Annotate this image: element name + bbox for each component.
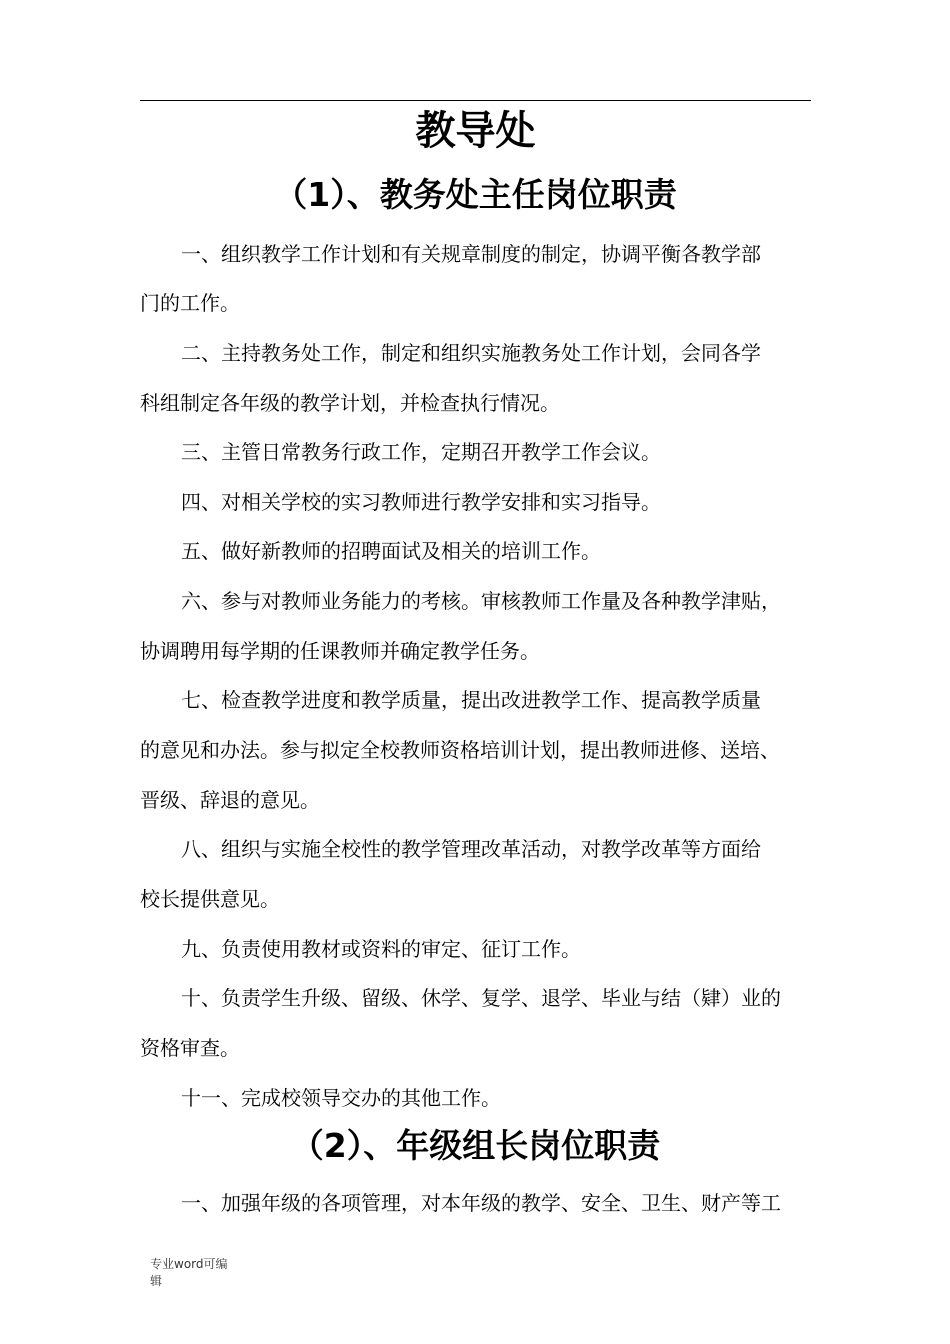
- footer-text: 专业word可编: [150, 1257, 228, 1271]
- paragraph-line: 四、对相关学校的实习教师进行教学安排和实习指导。: [181, 490, 661, 514]
- top-rule: [140, 100, 811, 101]
- paragraph-line: 十一、完成校领导交办的其他工作。: [181, 1086, 501, 1110]
- paragraph-line: 一、加强年级的各项管理，对本年级的教学、安全、卫生、财产等工: [181, 1191, 781, 1215]
- paragraph-line: 九、负责使用教材或资料的审定、征订工作。: [181, 937, 581, 961]
- paragraph-line: 六、参与对教师业务能力的考核。审核教师工作量及各种教学津贴，: [181, 589, 781, 613]
- paragraph-line: 十、负责学生升级、留级、休学、复学、退学、毕业与结（肄）业的: [181, 986, 781, 1010]
- paragraph-line: 一、组织教学工作计划和有关规章制度的制定，协调平衡各教学部: [181, 242, 761, 266]
- paragraph-line: 门的工作。: [140, 291, 240, 315]
- page-title: 教导处: [415, 108, 536, 154]
- paragraph-line: 五、做好新教师的招聘面试及相关的培训工作。: [181, 539, 601, 563]
- footer-text: 辑: [150, 1274, 163, 1288]
- paragraph-line: 科组制定各年级的教学计划，并检查执行情况。: [140, 391, 560, 415]
- paragraph-line: 协调聘用每学期的任课教师并确定教学任务。: [140, 639, 540, 663]
- section-1-heading: （1）、教务处主任岗位职责: [274, 175, 677, 214]
- paragraph-line: 七、检查教学进度和教学质量，提出改进教学工作、提高教学质量: [181, 688, 761, 712]
- paragraph-line: 的意见和办法。参与拟定全校教师资格培训计划，提出教师进修、送培、: [140, 738, 780, 762]
- paragraph-line: 资格审查。: [140, 1036, 240, 1060]
- paragraph-line: 三、主管日常教务行政工作，定期召开教学工作会议。: [181, 440, 661, 464]
- paragraph-line: 二、主持教务处工作，制定和组织实施教务处工作计划，会同各学: [181, 341, 761, 365]
- section-2-heading: （2）、年级组长岗位职责: [290, 1126, 661, 1165]
- paragraph-line: 晋级、辞退的意见。: [140, 788, 320, 812]
- paragraph-line: 八、组织与实施全校性的教学管理改革活动，对教学改革等方面给: [181, 837, 761, 861]
- paragraph-line: 校长提供意见。: [140, 887, 280, 911]
